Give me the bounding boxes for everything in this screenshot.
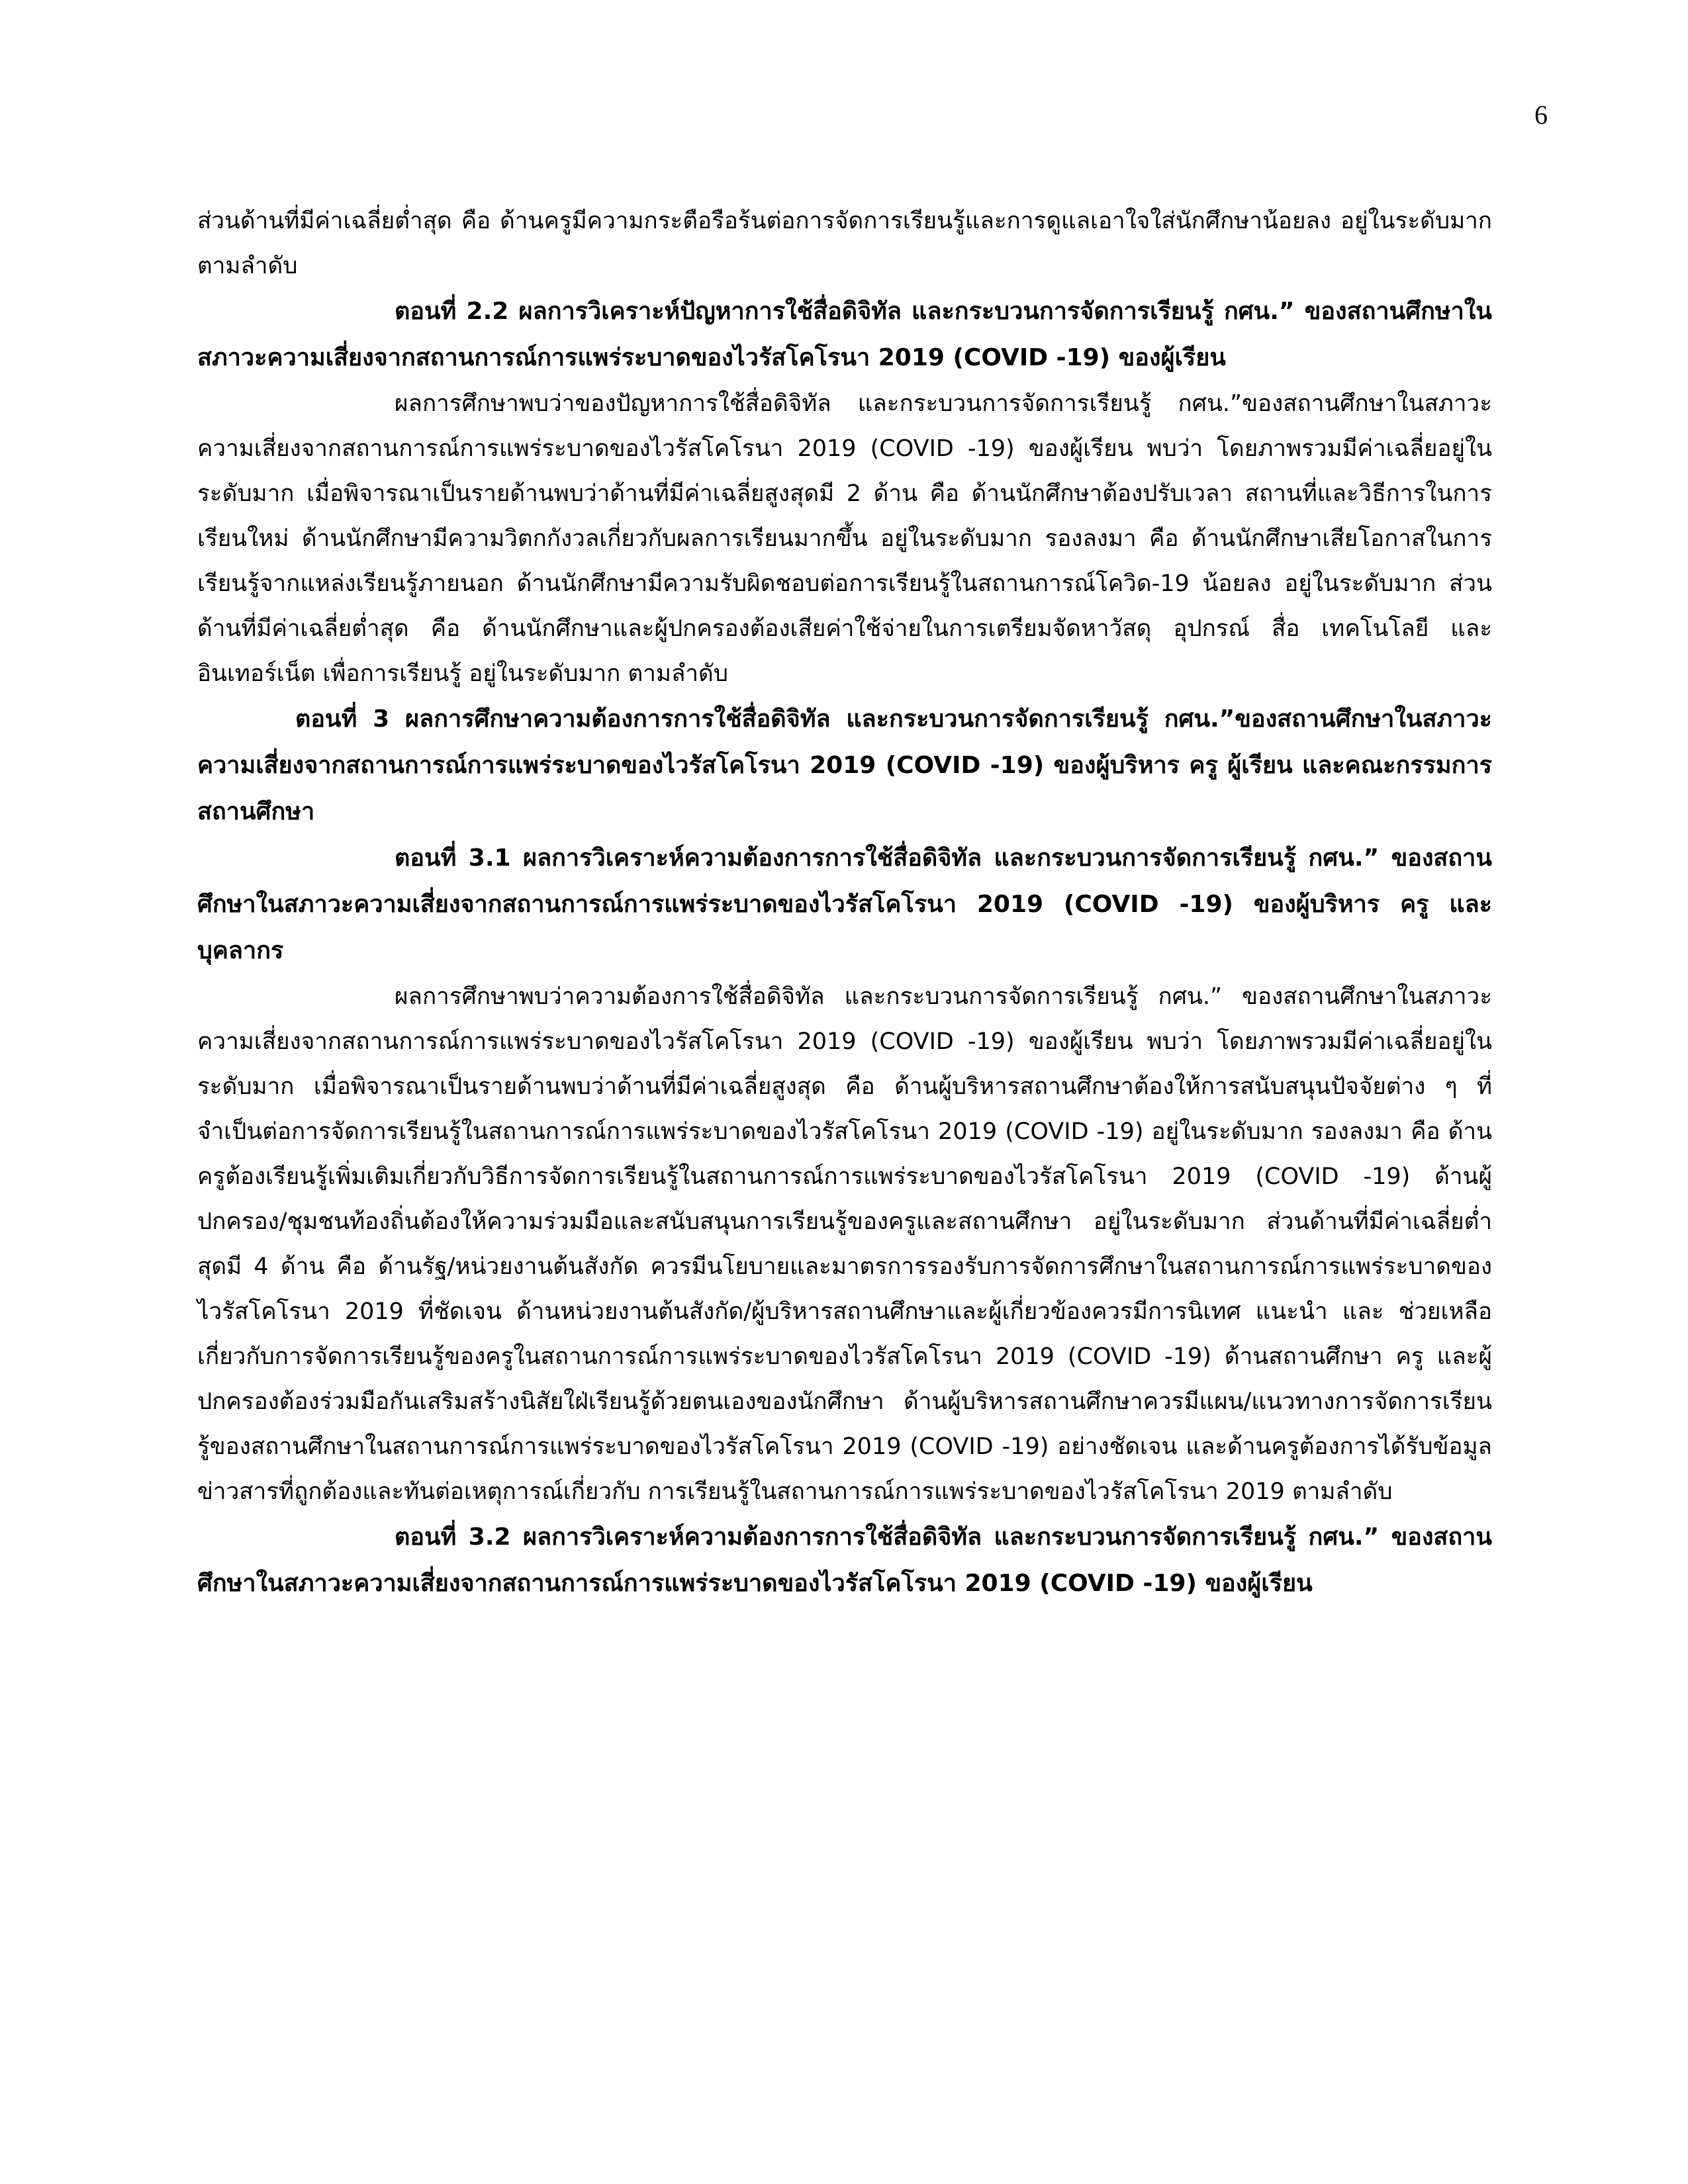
page-number: 6 xyxy=(1534,100,1548,130)
document-body xyxy=(197,199,1492,1607)
section-heading-3-2: ตอนที่ 3.2 ผลการวิเคราะห์ความต้องการการใช้สื่อดิจิทัล และกระบวนการจัดการเรียนรู้ กศน.” ของสถานศึกษาในสภาวะความเสี่ยงจากสถานการณ์การแพร่ระบาดของไวรัสโคโรนา 2019 (COVID -19) ของผู้เรียน xyxy=(197,1524,1492,1597)
section-heading-3-1: ตอนที่ 3.1 ผลการวิเคราะห์ความต้องการการใช้สื่อดิจิทัล และกระบวนการจัดการเรียนรู้ กศน.” ของสถานศึกษาในสภาวะความเสี่ยงจากสถานการณ์การแพร่ระบาดของไวรัสโคโรนา 2019 (COVID -19) ของผู้บริหาร ครู และบุคลากร xyxy=(197,844,1492,964)
paragraph-findings-3-1: ผลการศึกษาพบว่าความต้องการใช้สื่อดิจิทัล และกระบวนการจัดการเรียนรู้ กศน.” ของสถานศึกษาในสภาวะความเสี่ยงจากสถานการณ์การแพร่ระบาดของไวรัสโคโรนา 2019 (COVID -19) ของผู้เรียน พบว่า โดยภาพรวมมีค่าเฉลี่ยอยู่ในระดับมาก เมื่อพิจารณาเป็นรายด้านพบว่าด้านที่มีค่าเฉลี่ยสูงสุด คือ ด้านผู้บริหารสถานศึกษาต้องให้การสนับสนุนปัจจัยต่าง ๆ ที่จำเป็นต่อการจัดการเรียนรู้ในสถานการณ์การแพร่ระบาดของไวรัสโคโรนา 2019 (COVID -19) อยู่ในระดับมาก รองลงมา คือ ด้านครูต้องเรียนรู้เพิ่มเติมเกี่ยวกับวิธีการจัดการเรียนรู้ในสถานการณ์การแพร่ระบาดของไวรัสโคโรนา 2019 (COVID -19) ด้านผู้ปกครอง/ชุมชนท้องถิ่นต้องให้ความร่วมมือและสนับสนุนการเรียนรู้ของครูและสถานศึกษา อยู่ในระดับมาก ส่วนด้านที่มีค่าเฉลี่ยต่ำสุดมี 4 ด้าน คือ ด้านรัฐ/หน่วยงานต้นสังกัด ควรมีนโยบายและมาตรการรองรับการจัดการศึกษาในสถานการณ์การแพร่ระบาดของไวรัสโคโรนา 2019 ที่ชัดเจน ด้านหน่วยงานต้นสังกัด/ผู้บริหารสถานศึกษาและผู้เกี่ยวข้องควรมีการนิเทศ แนะนำ และ ช่วยเหลือเกี่ยวกับการจัดการเรียนรู้ของครูในสถานการณ์การแพร่ระบาดของไวรัสโคโรนา 2019 (COVID -19) ด้านสถานศึกษา ครู และผู้ปกครองต้องร่วมมือกันเสริมสร้างนิสัยใฝ่เรียนรู้ด้วยตนเองของนักศึกษา ด้านผู้บริหารสถานศึกษาควรมีแผน/แนวทางการจัดการเรียนรู้ของสถานศึกษาในสถานการณ์การแพร่ระบาดของไวรัสโคโรนา 2019 (COVID -19) อย่างชัดเจน และด้านครูต้องการได้รับข้อมูลข่าวสารที่ถูกต้องและทันต่อเหตุการณ์เกี่ยวกับ การเรียนรู้ในสถานการณ์การแพร่ระบาดของไวรัสโคโรนา 2019 ตามลำดับ xyxy=(197,983,1492,1505)
section-heading-2-2: ตอนที่ 2.2 ผลการวิเคราะห์ปัญหาการใช้สื่อดิจิทัล และกระบวนการจัดการเรียนรู้ กศน.” ของสถานศึกษาในสภาวะความเสี่ยงจากสถานการณ์การแพร่ระบาดของไวรัสโคโรนา 2019 (COVID -19) ของผู้เรียน xyxy=(197,298,1492,371)
section-heading-3: ตอนที่ 3 ผลการศึกษาความต้องการการใช้สื่อดิจิทัล และกระบวนการจัดการเรียนรู้ กศน.”ของสถานศึกษาในสภาวะความเสี่ยงจากสถานการณ์การแพร่ระบาดของไวรัสโคโรนา 2019 (COVID -19) ของผู้บริหาร ครู ผู้เรียน และคณะกรรมการสถานศึกษา xyxy=(197,705,1492,825)
paragraph-findings-2-2: ผลการศึกษาพบว่าของปัญหาการใช้สื่อดิจิทัล และกระบวนการจัดการเรียนรู้ กศน.”ของสถานศึกษาในสภาวะความเสี่ยงจากสถานการณ์การแพร่ระบาดของไวรัสโคโรนา 2019 (COVID -19) ของผู้เรียน พบว่า โดยภาพรวมมีค่าเฉลี่ยอยู่ในระดับมาก เมื่อพิจารณาเป็นรายด้านพบว่าด้านที่มีค่าเฉลี่ยสูงสุดมี 2 ด้าน คือ ด้านนักศึกษาต้องปรับเวลา สถานที่และวิธีการในการเรียนใหม่ ด้านนักศึกษามีความวิตกกังวลเกี่ยวกับผลการเรียนมากขึ้น อยู่ในระดับมาก รองลงมา คือ ด้านนักศึกษาเสียโอกาสในการเรียนรู้จากแหล่งเรียนรู้ภายนอก ด้านนักศึกษามีความรับผิดชอบต่อการเรียนรู้ในสถานการณ์โควิด-19 น้อยลง อยู่ในระดับมาก ส่วนด้านที่มีค่าเฉลี่ยต่ำสุด คือ ด้านนักศึกษาและผู้ปกครองต้องเสียค่าใช้จ่ายในการเตรียมจัดหาวัสดุ อุปกรณ์ สื่อ เทคโนโลยี และอินเทอร์เน็ต เพื่อการเรียนรู้ อยู่ในระดับมาก ตามลำดับ xyxy=(197,390,1492,687)
paragraph-continuation: ส่วนด้านที่มีค่าเฉลี่ยต่ำสุด คือ ด้านครูมีความกระตือรือร้นต่อการจัดการเรียนรู้และการดูแลเอาใจใส่นักศึกษาน้อยลง อยู่ในระดับมาก ตามลำดับ xyxy=(197,208,1492,279)
